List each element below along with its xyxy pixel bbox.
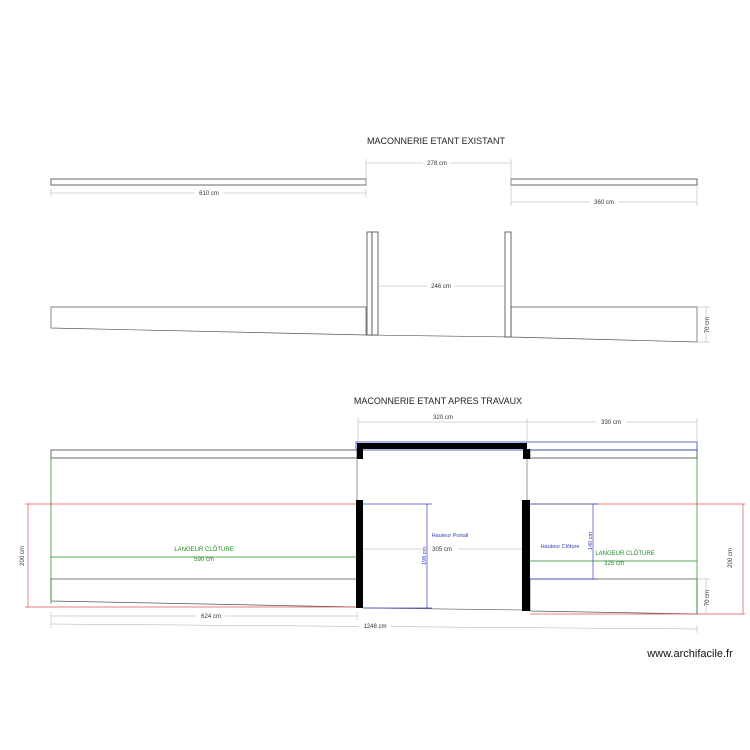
dim-1248-label: 1248 cm <box>363 624 387 630</box>
dim-70-existing-label: 70 cm <box>705 316 711 334</box>
existing-wall-left <box>51 179 366 185</box>
existing-pillar-left-2 <box>372 232 378 335</box>
after-pillar-right <box>522 500 530 611</box>
dim-360-label: 360 cm <box>594 200 614 206</box>
after-wall-right <box>530 450 697 458</box>
after-portal-beam <box>357 443 527 449</box>
fence-height-label: Hauteur Clôture <box>540 544 580 550</box>
existing-pillar-right <box>505 232 511 337</box>
dim-590-label: 590 cm <box>194 557 214 563</box>
after-low-wall <box>51 579 357 607</box>
after-pillar-left <box>356 500 363 608</box>
fence-width-label-left: LANGEUR CLÔTURE <box>174 547 234 553</box>
dim-325-label: 325 cm <box>604 561 624 567</box>
dim-610-label: 610 cm <box>199 191 219 197</box>
dim-320-label: 320 cm <box>433 415 453 421</box>
fence-width-label-right: LANGEUR CLÔTURE <box>595 551 655 557</box>
dim-278-label: 278 cm <box>427 161 447 167</box>
dim-198-label: 198 cm <box>422 546 428 566</box>
existing-low-wall-right <box>511 307 697 342</box>
after-wall-left <box>51 450 357 458</box>
title-after: MACONNERIE ETANT APRES TRAVAUX <box>353 396 523 406</box>
title-existing: MACONNERIE ETANT EXISTANT <box>366 136 506 146</box>
watermark: www.archifacile.fr <box>647 648 733 660</box>
dim-320 <box>358 418 527 442</box>
dim-140-label: 140 cm <box>588 531 594 551</box>
after-pillar-right-plan <box>523 449 530 459</box>
portal-height-label: Hauteur Portail <box>431 533 469 539</box>
dim-200-right-label: 200 cm <box>728 548 734 568</box>
dim-305-label: 305 cm <box>432 547 452 553</box>
dim-70-after-label: 70 cm <box>705 589 711 607</box>
existing-wall-right <box>511 179 697 185</box>
existing-low-wall <box>51 307 366 335</box>
after-pillar-left-plan <box>357 449 363 459</box>
dim-624-label: 624 cm <box>201 614 221 620</box>
existing-pillar-left <box>367 232 372 335</box>
dim-200-left-label: 200 cm <box>20 546 26 566</box>
dim-246-label: 246 cm <box>431 284 451 290</box>
dim-330-label: 330 cm <box>601 420 621 426</box>
after-low-wall-right <box>530 579 697 614</box>
